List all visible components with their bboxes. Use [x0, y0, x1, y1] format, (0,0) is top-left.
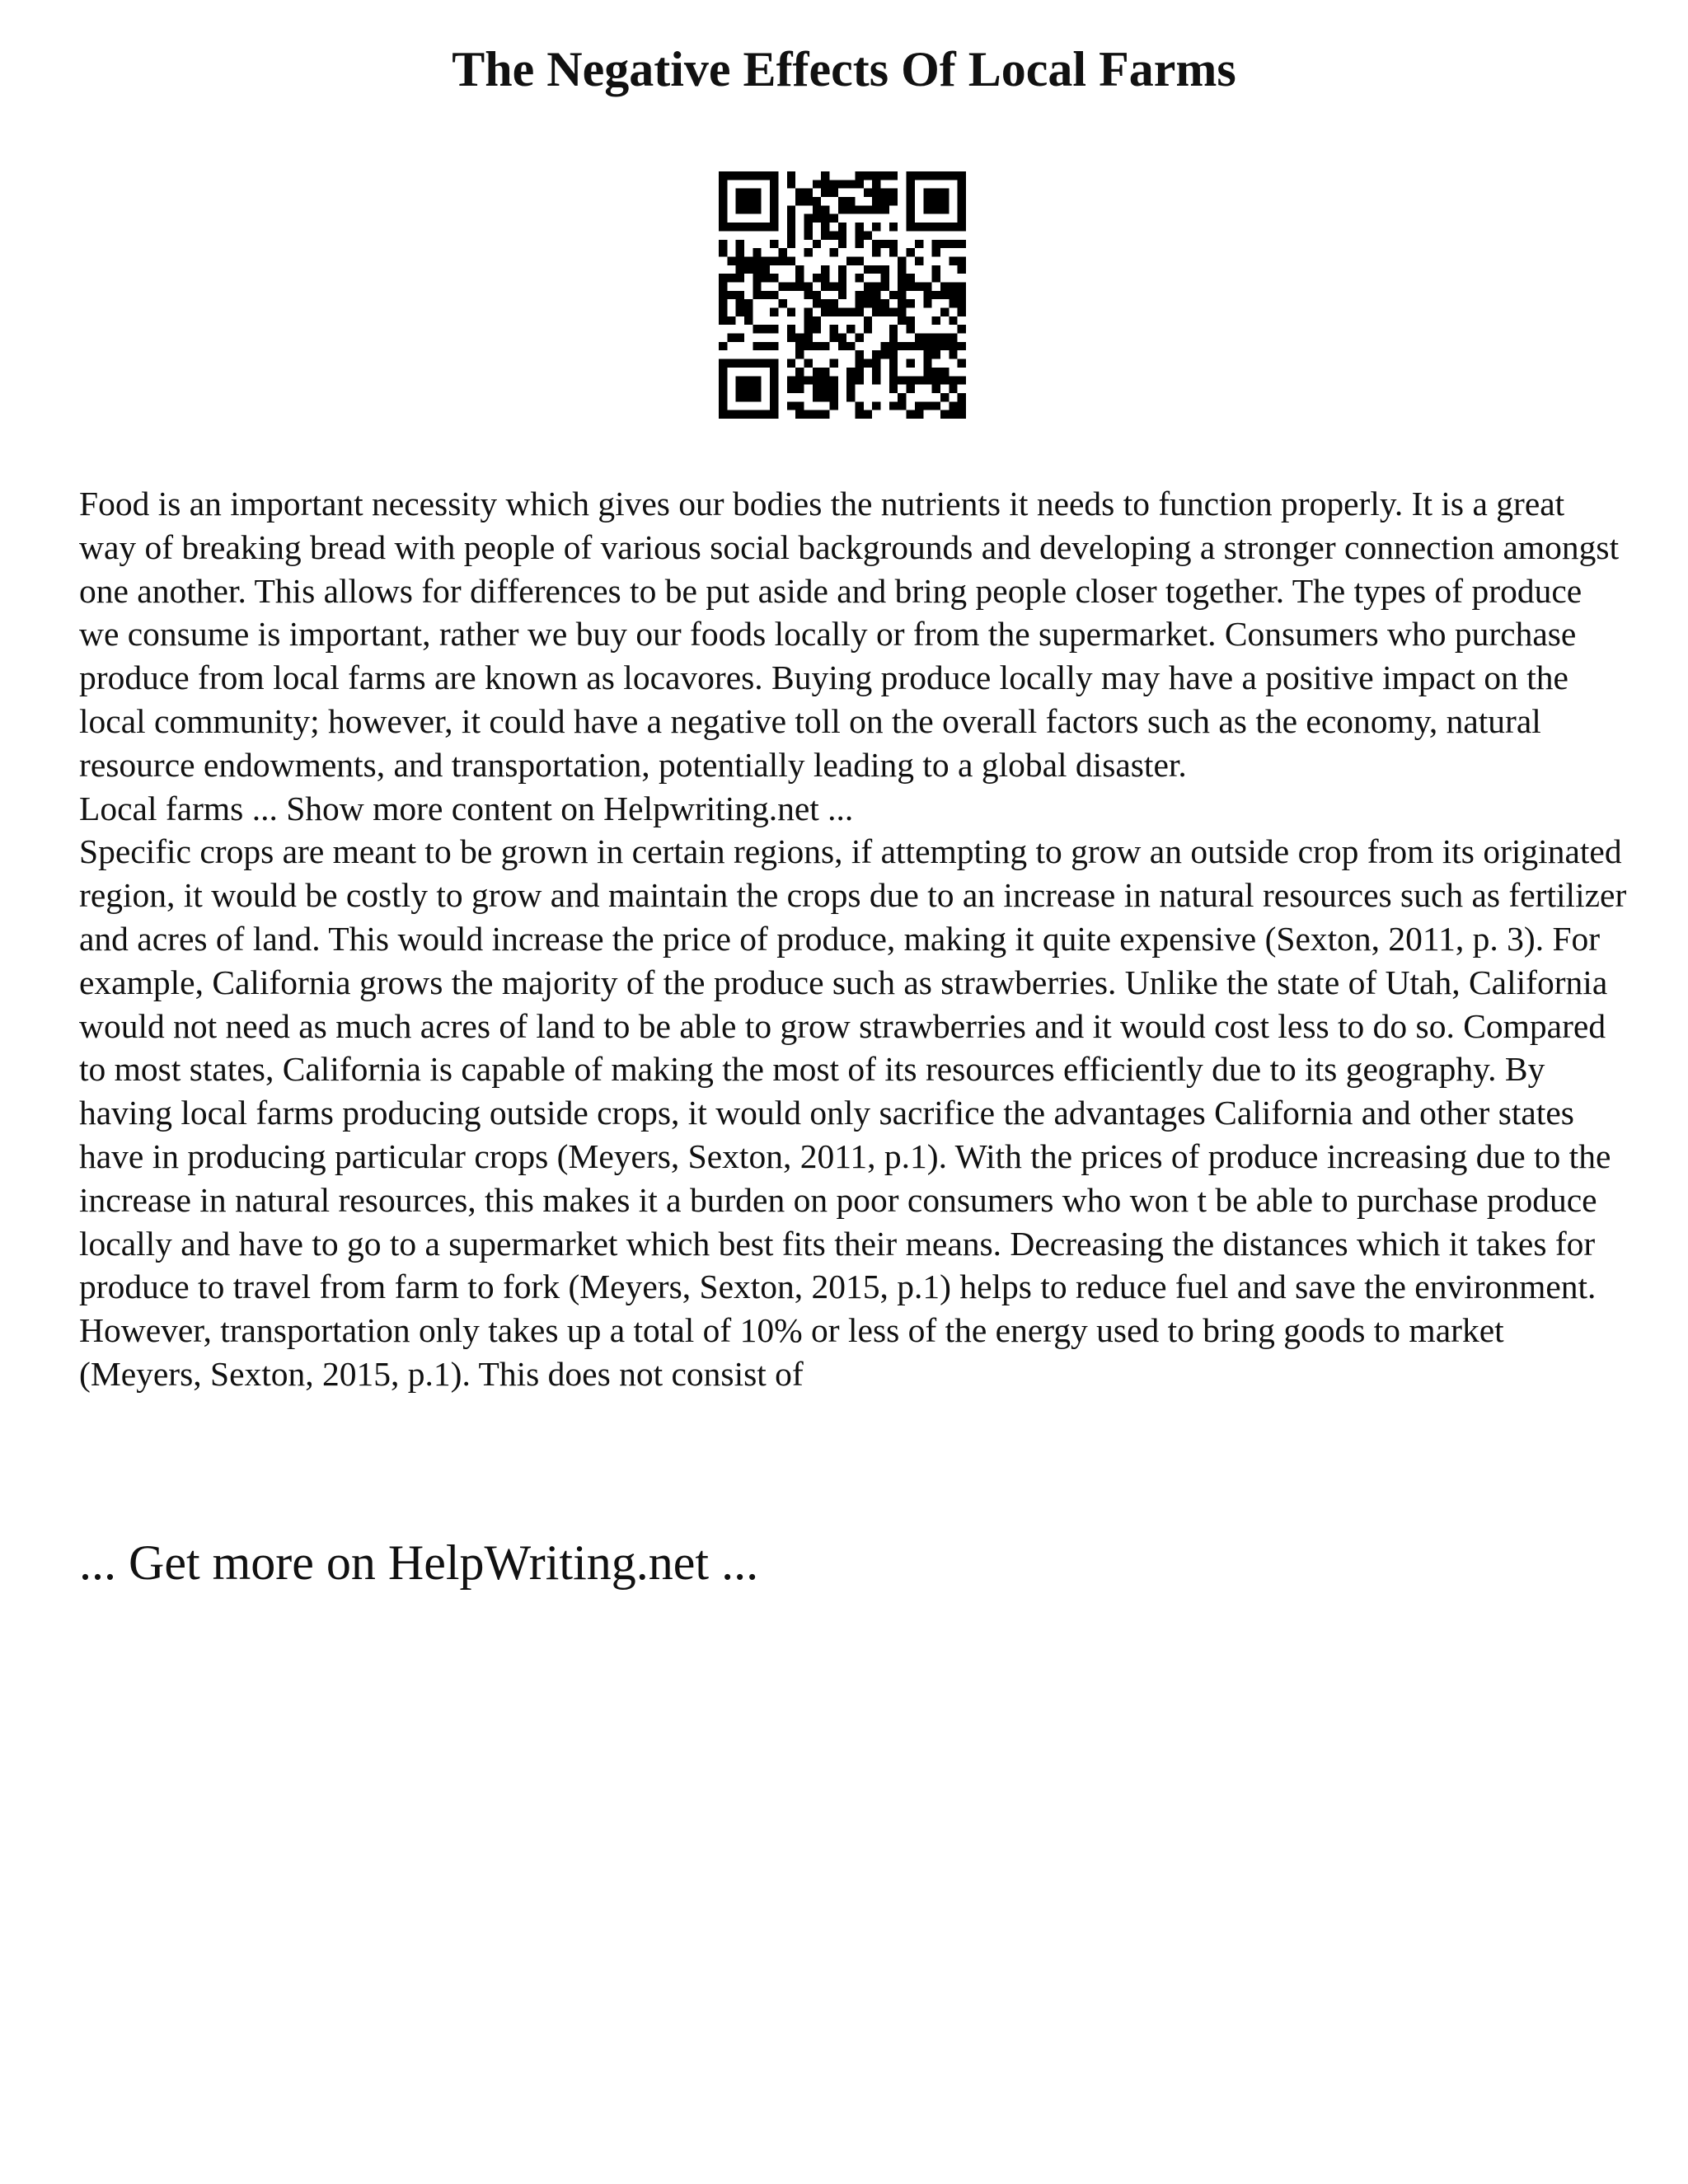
show-more-link[interactable]: Local farms ... Show more content on Helpwriting.net ...	[79, 789, 854, 827]
article-body	[79, 482, 1629, 1396]
paragraph-crops: Specific crops are meant to be grown in certain regions, if attempting to grow an outside crop from its originated region, it would be costly to grow and maintain the crops due to an increase in natural resources such as fertilizer and acres of land. This would increase the price of produce, making it quite expensive (Sexton, 2011, p. 3). For example, California grows the majority of the produce such as strawberries. Unlike the state of Utah, California would not need as much acres of land to be able to grow strawberries and it would cost less to do so. Compared to most states, California is capable of making the most of its resources efficiently due to its geography. By having local farms producing outside crops, it would only sacrifice the advantages California and other states have in producing particular crops (Meyers, Sexton, 2011, p.1). With the prices of produce increasing due to the increase in natural resources, this makes it a burden on poor consumers who won t be able to purchase produce locally and have to go to a supermarket which best fits their means. Decreasing the distances which it takes for produce to travel from farm to fork (Meyers, Sexton, 2015, p.1) helps to reduce fuel and save the environment. However, transportation only takes up a total of 10% or less of the energy used to bring goods to market (Meyers, Sexton, 2015, p.1). This does not consist of	[79, 832, 1627, 1393]
paragraph-intro: Food is an important necessity which gives our bodies the nutrients it needs to function properly. It is a great way of breaking bread with people of various social backgrounds and developing a stronger connection amongst one another. This allows for differences to be put aside and bring people closer together. The types of produce we consume is important, rather we buy our foods locally or from the supermarket. Consumers who purchase produce from local farms are known as locavores. Buying produce locally may have a positive impact on the local community; however, it could have a negative toll on the overall factors such as the economy, natural resource endowments, and transportation, potentially leading to a global disaster.	[79, 485, 1620, 784]
get-more-link[interactable]: ... Get more on HelpWriting.net ...	[79, 1535, 759, 1590]
qr-code-icon[interactable]	[719, 171, 966, 419]
page-title: The Negative Effects Of Local Farms	[452, 42, 1236, 96]
